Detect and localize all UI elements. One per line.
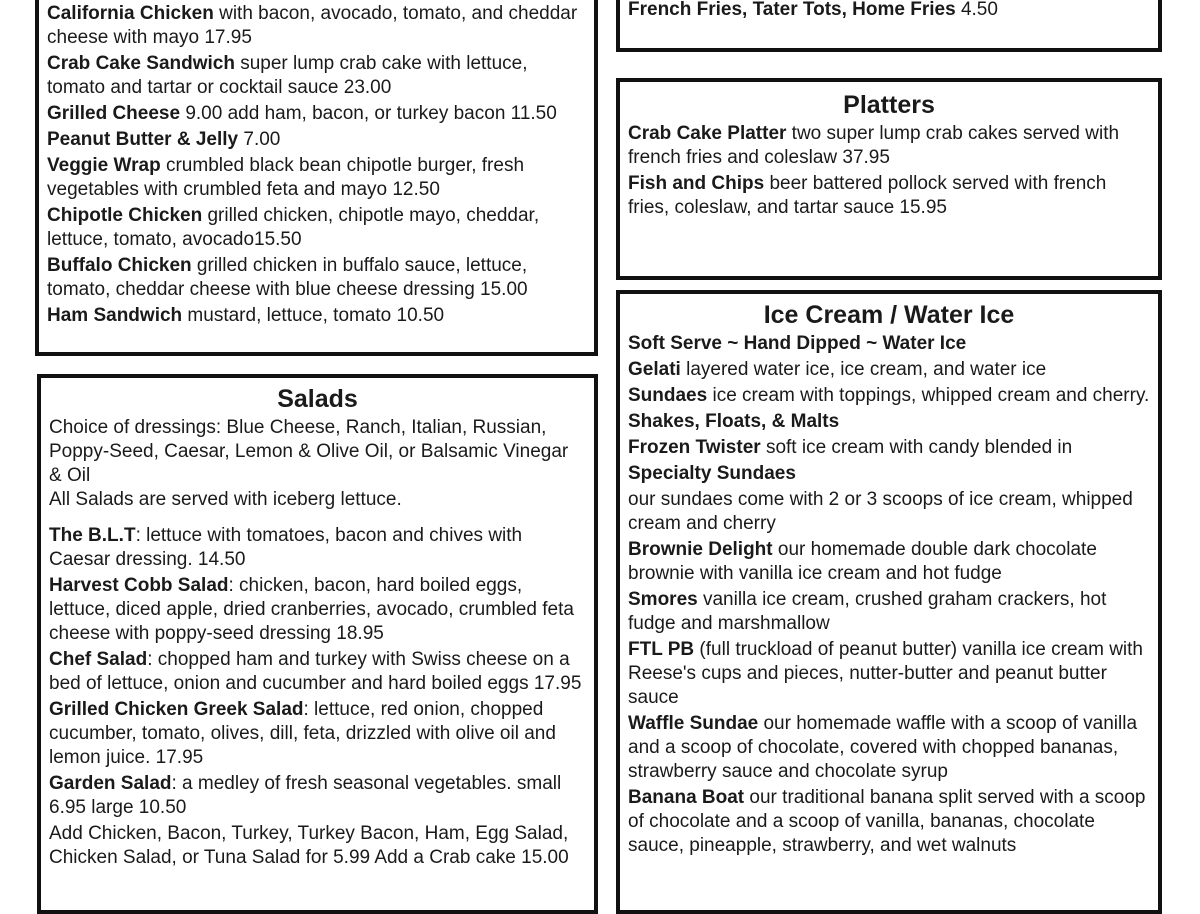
menu-item xyxy=(628,538,1150,586)
item-description: vanilla ice cream, crushed graham crackers, hot fudge and marshmallow xyxy=(628,589,1107,634)
item-name: Fish and Chips xyxy=(628,173,765,194)
menu-item xyxy=(49,698,586,770)
menu-item xyxy=(628,462,1150,486)
section-heading: Salads xyxy=(277,385,358,413)
menu-item xyxy=(628,410,1150,434)
item-description: 9.00 add ham, bacon, or turkey bacon 11.50 xyxy=(180,103,557,124)
item-description: 7.00 xyxy=(238,129,281,150)
item-description: with bacon, avocado, tomato, and cheddar cheese with mayo 17.95 xyxy=(47,3,578,48)
types-label: Soft Serve ~ Hand Dipped ~ Water Ice xyxy=(628,333,967,354)
menu-item xyxy=(49,772,586,820)
item-name: Frozen Twister xyxy=(628,437,761,458)
item-name: Grilled Cheese xyxy=(47,103,181,124)
menu-item xyxy=(47,254,586,302)
menu-item xyxy=(628,588,1150,636)
icecream-section xyxy=(616,290,1162,914)
item-description: grilled chicken in buffalo sauce, lettuce, tomato, cheddar cheese with blue cheese dressing 15.00 xyxy=(47,255,528,300)
sides-section xyxy=(616,0,1162,52)
item-name: Shakes, Floats, & Malts xyxy=(628,411,840,432)
item-name: French Fries, Tater Tots, Home Fries xyxy=(628,0,956,20)
menu-item xyxy=(47,2,586,50)
item-name: Peanut Butter & Jelly xyxy=(47,129,239,150)
menu-item xyxy=(47,52,586,100)
menu-item xyxy=(628,384,1150,408)
item-name: Chef Salad xyxy=(49,649,148,670)
item-description: : lettuce, red onion, chopped cucumber, tomato, olives, dill, feta, drizzled with olive oil and lemon juice. 17.95 xyxy=(49,699,556,768)
item-description: our traditional banana split served with a scoop of chocolate and a scoop of vanilla, bananas, chocolate sauce, pineapple, strawberry, and wet walnuts xyxy=(628,787,1146,856)
dressings-note: Choice of dressings: Blue Cheese, Ranch, Italian, Russian, Poppy-Seed, Caesar, Lemon & Olive Oil, or Balsamic Vinegar & Oil xyxy=(49,417,569,486)
item-name: Buffalo Chicken xyxy=(47,255,192,276)
item-description: super lump crab cake with lettuce, tomato and tartar or cocktail sauce 23.00 xyxy=(47,53,528,98)
item-name: Brownie Delight xyxy=(628,539,773,560)
item-name: Banana Boat xyxy=(628,787,745,808)
item-name: Waffle Sundae xyxy=(628,713,759,734)
menu-item xyxy=(628,786,1150,858)
menu-item xyxy=(47,304,586,328)
item-name: Veggie Wrap xyxy=(47,155,161,176)
item-description: : a medley of fresh seasonal vegetables. small 6.95 large 10.50 xyxy=(49,773,562,818)
item-description: : lettuce with tomatoes, bacon and chives with Caesar dressing. 14.50 xyxy=(49,525,523,570)
item-name: FTL PB xyxy=(628,639,695,660)
item-name: Gelati xyxy=(628,359,681,380)
item-description: grilled chicken, chipotle mayo, cheddar, lettuce, tomato, avocado15.50 xyxy=(47,205,540,250)
salads-section xyxy=(37,374,598,914)
item-description: beer battered pollock served with french fries, coleslaw, and tartar sauce 15.95 xyxy=(628,173,1107,218)
item-description: 4.50 xyxy=(955,0,998,20)
menu-item xyxy=(628,358,1150,382)
menu-item xyxy=(49,574,586,646)
menu-item xyxy=(47,102,586,126)
item-name: Crab Cake Sandwich xyxy=(47,53,235,74)
item-name: Smores xyxy=(628,589,698,610)
section-heading: Ice Cream / Water Ice xyxy=(763,301,1015,329)
item-name: Harvest Cobb Salad xyxy=(49,575,229,596)
addons-note: Add Chicken, Bacon, Turkey, Turkey Bacon, Ham, Egg Salad, Chicken Salad, or Tuna Salad for 5.99 Add a Crab cake 15.00 xyxy=(49,823,569,868)
menu-item xyxy=(628,122,1150,170)
menu-item xyxy=(628,436,1150,460)
item-description: mustard, lettuce, tomato 10.50 xyxy=(182,305,445,326)
menu-item xyxy=(628,172,1150,220)
item-description: : chicken, bacon, hard boiled eggs, lettuce, diced apple, dried cranberries, avocado, crumbled feta cheese with poppy-seed dressing 18.95 xyxy=(49,575,574,644)
item-description: our homemade double dark chocolate brownie with vanilla ice cream and hot fudge xyxy=(628,539,1097,584)
spacer xyxy=(49,512,586,524)
item-name: Ham Sandwich xyxy=(47,305,183,326)
item-description: layered water ice, ice cream, and water ice xyxy=(680,359,1047,380)
lettuce-note: All Salads are served with iceberg lettuce. xyxy=(49,489,402,510)
item-description: crumbled black bean chipotle burger, fresh vegetables with crumbled feta and mayo 12.50 xyxy=(47,155,525,200)
item-description: two super lump crab cakes served with french fries and coleslaw 37.95 xyxy=(628,123,1120,168)
item-name: Crab Cake Platter xyxy=(628,123,787,144)
item-name: California Chicken xyxy=(47,3,214,24)
menu-item xyxy=(47,154,586,202)
menu-item xyxy=(49,524,586,572)
menu-item xyxy=(628,0,1150,22)
item-name: Sundaes xyxy=(628,385,708,406)
sandwiches-section xyxy=(35,0,598,356)
item-name: Garden Salad xyxy=(49,773,172,794)
item-description: (full truckload of peanut butter) vanilla ice cream with Reese's cups and pieces, nutter-butter and peanut butter sauce xyxy=(628,639,1143,708)
item-description: our homemade waffle with a scoop of vanilla and a scoop of chocolate, covered with chopped bananas, strawberry sauce and chocolate syrup xyxy=(628,713,1138,782)
menu-item xyxy=(47,128,586,152)
menu-item xyxy=(49,648,586,696)
item-description: soft ice cream with candy blended in xyxy=(760,437,1073,458)
menu-item xyxy=(628,638,1150,710)
item-name: Specialty Sundaes xyxy=(628,463,796,484)
item-description: ice cream with toppings, whipped cream and cherry. xyxy=(707,385,1150,406)
item-name: Chipotle Chicken xyxy=(47,205,203,226)
item-name: The B.L.T xyxy=(49,525,136,546)
platters-section xyxy=(616,78,1162,280)
item-name: Grilled Chicken Greek Salad xyxy=(49,699,304,720)
menu-item xyxy=(628,712,1150,784)
item-description: : chopped ham and turkey with Swiss cheese on a bed of lettuce, onion and cucumber and hard boiled eggs 17.95 xyxy=(49,649,582,694)
specialty-note: our sundaes come with 2 or 3 scoops of ice cream, whipped cream and cherry xyxy=(628,489,1133,534)
menu-item xyxy=(47,204,586,252)
icecream-types xyxy=(628,332,1150,356)
section-heading: Platters xyxy=(843,91,935,119)
